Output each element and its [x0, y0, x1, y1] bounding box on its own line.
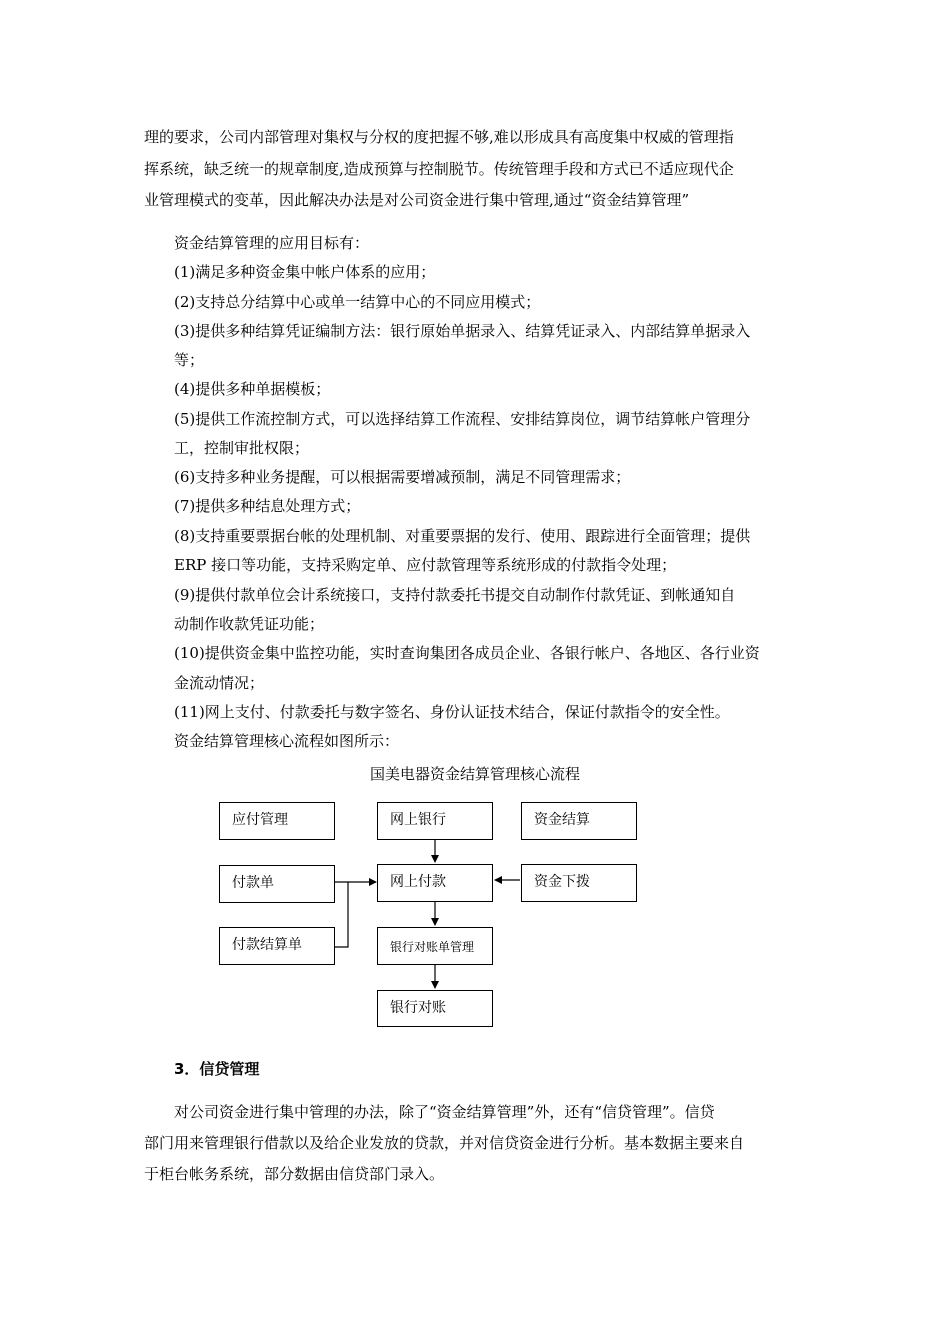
goal-4: (4)提供多种单据模板； — [174, 380, 331, 398]
goals-title: 资金结算管理的应用目标有： — [174, 234, 370, 252]
node-online-payment: 网上付款 — [377, 864, 493, 902]
section-3-line-1: 对公司资金进行集中管理的办法，除了“资金结算管理”外，还有“信贷管理”。信贷 — [174, 1103, 715, 1121]
goal-10: (10)提供资金集中监控功能，实时查询集团各成员企业、各银行帐户、各地区、各行业资 — [174, 644, 760, 662]
node-online-bank: 网上银行 — [377, 802, 493, 840]
goal-9-cont: 动制作收款凭证功能； — [174, 615, 325, 633]
node-payment-slip: 付款单 — [219, 865, 335, 903]
goal-5-cont: 工，控制审批权限； — [174, 439, 310, 457]
intro-line-1: 理的要求，公司内部管理对集权与分权的度把握不够,难以形成具有高度集中权威的管理指 — [144, 128, 734, 146]
section-3-heading: 3．信贷管理 — [174, 1060, 260, 1078]
connector-payment-settlement-slip — [335, 882, 348, 947]
intro-line-2: 挥系统，缺乏统一的规章制度,造成预算与控制脱节。传统管理手段和方式已不适应现代企 — [144, 160, 734, 178]
node-fund-settlement: 资金结算 — [521, 802, 637, 840]
goal-8: (8)支持重要票据台帐的处理机制、对重要票据的发行、使用、跟踪进行全面管理；提供 — [174, 527, 751, 545]
intro-line-3: 业管理模式的变革，因此解决办法是对公司资金进行集中管理,通过“资金结算管理” — [144, 191, 690, 209]
node-payables: 应付管理 — [219, 802, 335, 840]
goal-7: (7)提供多种结息处理方式； — [174, 497, 361, 515]
goal-2: (2)支持总分结算中心或单一结算中心的不同应用模式； — [174, 293, 541, 311]
section-3-line-3: 于柜台帐务系统，部分数据由信贷部门录入。 — [144, 1165, 445, 1183]
node-payment-settlement-slip: 付款结算单 — [219, 927, 335, 965]
node-bank-statement-mgmt: 银行对账单管理 — [377, 927, 493, 965]
goal-8-cont: ERP 接口等功能，支持采购定单、应付款管理等系统形成的付款指令处理； — [174, 556, 677, 574]
goal-3-cont: 等； — [174, 351, 205, 369]
section-3-line-2: 部门用来管理银行借款以及给企业发放的贷款，并对信贷资金进行分析。基本数据主要来自 — [144, 1134, 745, 1152]
diagram-title: 国美电器资金结算管理核心流程 — [369, 765, 580, 783]
node-bank-reconciliation: 银行对账 — [377, 990, 493, 1027]
goal-5: (5)提供工作流控制方式，可以选择结算工作流程、安排结算岗位，调节结算帐户管理分 — [174, 410, 751, 428]
goal-3: (3)提供多种结算凭证编制方法：银行原始单据录入、结算凭证录入、内部结算单据录入 — [174, 322, 751, 340]
goal-10-cont: 金流动情况； — [174, 674, 265, 692]
goal-9: (9)提供付款单位会计系统接口，支持付款委托书提交自动制作付款凭证、到帐通知自 — [174, 586, 736, 604]
node-fund-allocation: 资金下拨 — [521, 864, 637, 902]
goal-6: (6)支持多种业务提醒，可以根据需要增减预制，满足不同管理需求； — [174, 468, 631, 486]
goal-11: (11)网上支付、付款委托与数字签名、身份认证技术结合，保证付款指令的安全性。 — [174, 703, 730, 721]
flow-intro: 资金结算管理核心流程如图所示： — [174, 732, 400, 750]
goal-1: (1)满足多种资金集中帐户体系的应用； — [174, 263, 436, 281]
